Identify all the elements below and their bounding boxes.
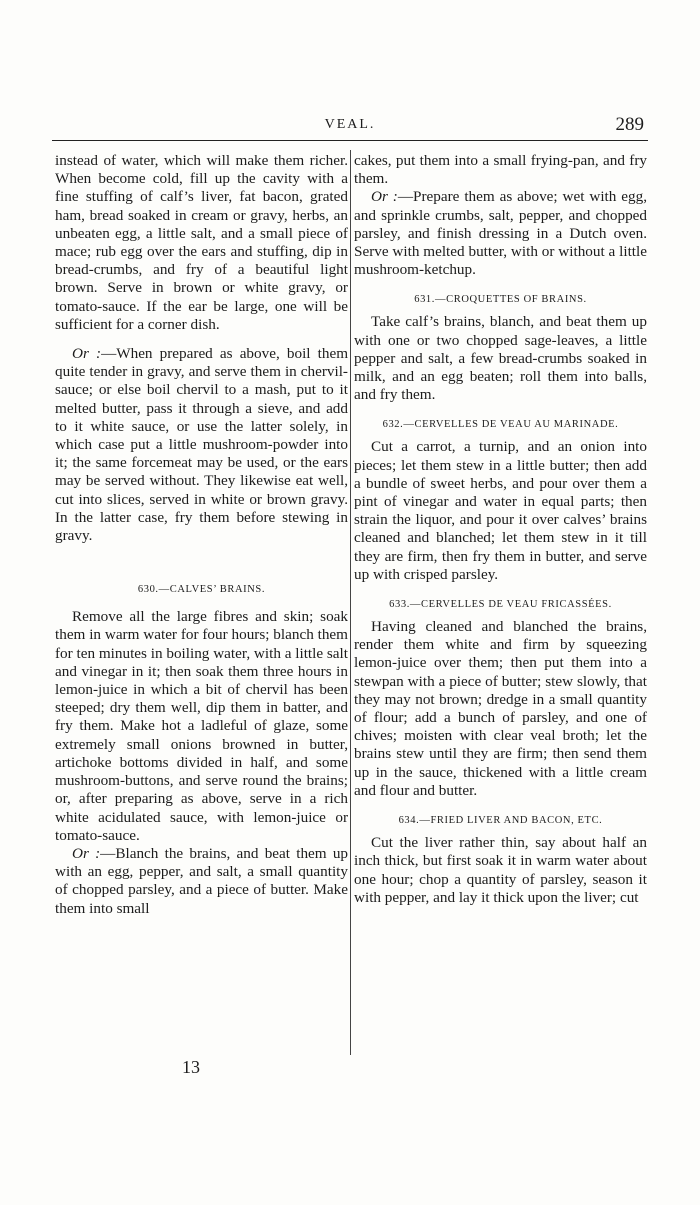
paragraph: [55, 345, 348, 545]
paragraph: Remove all the large fibres and skin; soak them in warm water for four hours; blanch them for ten minutes in boiling water, with a little salt and vinegar in it; then soak them three hours in lemon-juice in which a bit of chervil has been steeped; dry them well, dip them in batter, and fry them. Make hot a ladleful of glaze, some extremely small onions browned in butter, artichoke bottoms divided in half, and some mushroom-buttons, and serve round the brains; or, after preparing as above, serve in a rich white acidulated sauce, with lemon-juice or tomato-sauce.: [55, 608, 348, 844]
or-label: Or :: [72, 345, 102, 363]
recipe-heading-633: 633.—CERVELLES DE VEAU FRICASSÉES.: [389, 599, 612, 611]
or-label: Or :: [72, 844, 101, 862]
paragraph-text: —Prepare them as above; wet with egg, and sprinkle crumbs, salt, pepper, and chopped parsley, and finish dressing in a Dutch oven. Serve with melted butter, with or without a little mushroom-ketchup.: [354, 188, 647, 279]
header-rule: [52, 140, 648, 141]
page-number: 289: [615, 114, 644, 135]
paragraph: Take calf’s brains, blanch, and beat them up with one or two chopped sage-leaves, a little pepper and salt, a few bread-crumbs soaked in milk, and an egg beaten; roll them into balls, and fry them.: [354, 313, 647, 404]
or-label: Or :: [371, 188, 398, 206]
recipe-heading-634: 634.—FRIED LIVER AND BACON, ETC.: [398, 815, 603, 827]
signature-mark: 13: [182, 1057, 200, 1077]
paragraph-text: —Blanch the brains, and beat them up with an egg, pepper, and salt, a small quantity of chopped parsley, and a piece of butter. Make them into small: [55, 844, 349, 917]
paragraph-text: —When prepared as above, boil them quite tender in gravy, and serve them in chervil-sauce; or else boil chervil to a mash, put to it melted butter, pass it through a sieve, and add to it white sauce, or use the latter solely, in which case put a little mushroom-powder into it; the same forcemeat may be used, or the ears may be served without. They likewise eat well, cut into slices, served in white or brown gravy. In the latter case, fry them before stewing in gravy.: [55, 345, 349, 545]
paragraph: [354, 188, 647, 279]
recipe-heading-632: 632.—CERVELLES DE VEAU AU MARINADE.: [382, 419, 619, 431]
paragraph: Having cleaned and blanched the brains, render them white and firm by squeezing lemon-juice over them; then put them into a stewpan with a piece of butter; stew slowly, that they may not brown; dredge in a small quantity of flour; add a bunch of parsley, and one of chives; moisten with clear veal broth; let the brains stew until they are firm; then send them up in the sauce, thickened with a little cream and flour and butter.: [354, 618, 647, 799]
recipe-heading-630: 630.—CALVES’ BRAINS.: [137, 584, 266, 596]
paragraph: Cut the liver rather thin, say about half an inch thick, but first soak it in warm water about one hour; chop a quantity of parsley, season it with pepper, and lay it thick upon the liver; cut: [354, 834, 647, 906]
left-column: [55, 152, 348, 918]
paragraph: cakes, put them into a small frying-pan, and fry them.: [354, 152, 647, 188]
paragraph: [55, 845, 348, 918]
recipe-heading-631: 631.—CROQUETTES OF BRAINS.: [414, 294, 587, 306]
right-column: [354, 152, 647, 907]
running-head: VEAL.: [324, 117, 376, 132]
paragraph: instead of water, which will make them richer. When become cold, fill up the cavity with a fine stuffing of calf’s liver, fat bacon, grated ham, bread soaked in cream or gravy, herbs, an unbeaten egg, a little salt, and a small piece of mace; rub egg over the ears and stuffing, dip in bread-crumbs, and fry of a beautiful light brown. Serve in brown or white gravy, or tomato-sauce. If the ear be large, one will be sufficient for a corner dish.: [55, 152, 348, 333]
column-divider: [350, 150, 351, 1055]
paragraph: Cut a carrot, a turnip, and an onion into pieces; let them stew in a little butter; then add a bundle of sweet herbs, and pour over them a pint of vinegar and water in equal parts; then strain the liquor, and pour it over calves’ brains cleaned and blanched; let them stew in it till they are firm, then fry them in butter, and serve up with crisped parsley.: [354, 438, 647, 583]
